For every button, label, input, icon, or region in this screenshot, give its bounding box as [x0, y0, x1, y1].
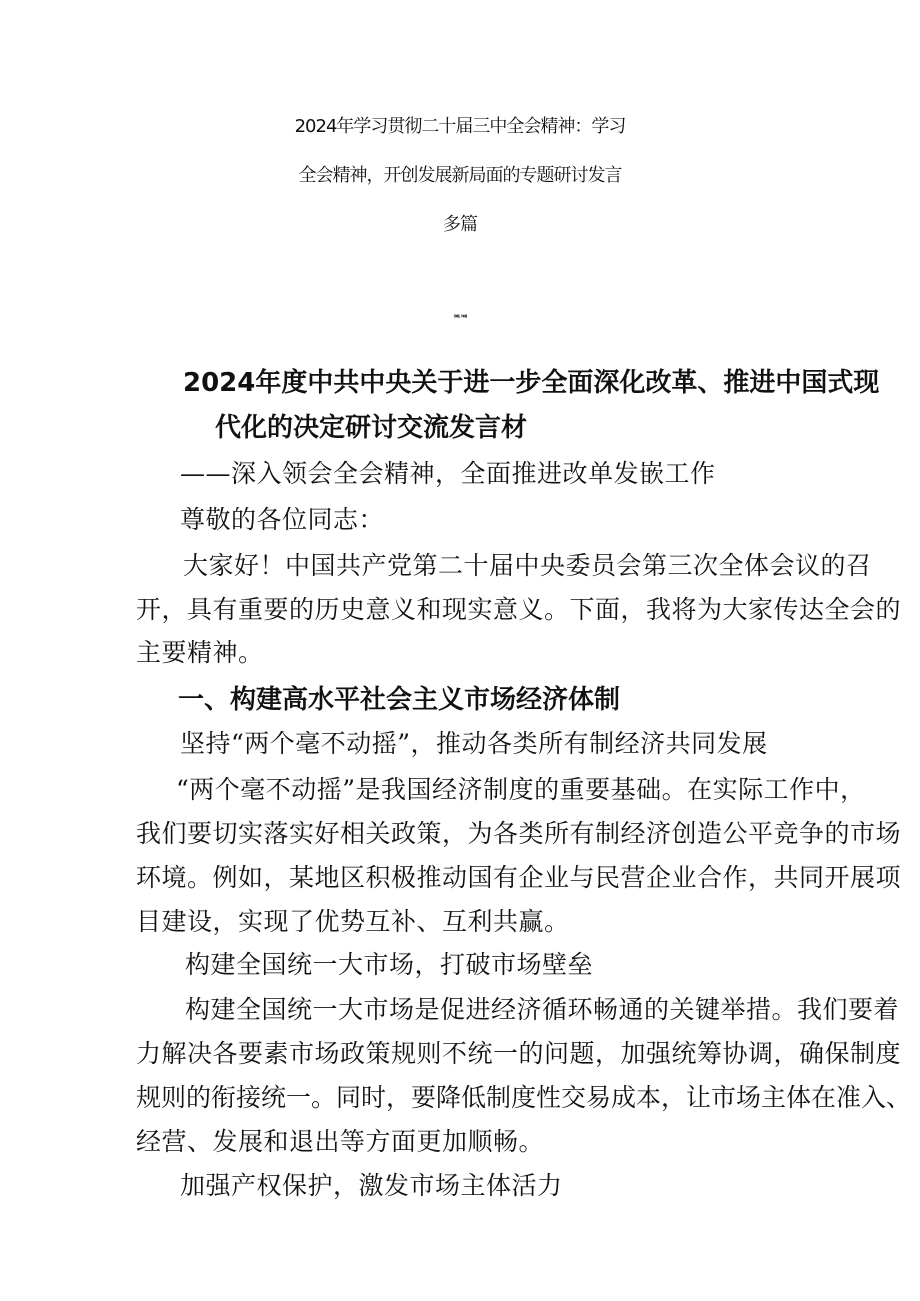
subsection-2-line-4: 经营、发展和退出等方面更加顺畅。	[136, 1127, 545, 1156]
subsection-2-line-3: 规则的衔接统一。同时，要降低制度性交易成本，让市场主体在准入、	[136, 1083, 912, 1112]
article-title-line-1: 2024年度中共中央关于进一步全面深化改革、推进中国式现	[183, 368, 880, 398]
subsection-1-line-1: “两个毫不动摇”是我国经济制度的重要基础。在实际工作中，	[176, 775, 866, 804]
subsection-2-line-1: 构建全国统一大市场是促进经济循环畅通的关键举措。我们要着	[185, 995, 900, 1024]
intro-line-3: 主要精神。	[136, 638, 264, 667]
subsection-2-heading: 构建全国统一大市场，打破市场壁垒	[185, 950, 594, 979]
subsection-3-heading: 加强产权保护，激发市场主体活力	[180, 1171, 563, 1200]
article-counter: 第1篇，其IO篇	[453, 314, 467, 318]
article-tagline: ——深入领会全会精神，全面推进改单发嵌工作	[180, 459, 716, 488]
document-title-line-3: 多篇	[443, 214, 477, 235]
subsection-1-line-2: 我们要切实落实好相关政策，为各类所有制经济创造公平竞争的市场	[136, 819, 902, 848]
document-title-line-2: 全会精神，开创发展新局面的专题研讨发言	[298, 165, 622, 186]
subsection-1-line-4: 目建设，实现了优势互补、互利共赢。	[136, 907, 570, 936]
section-1-heading: 一、构建高水平社会主义市场经济体制	[178, 685, 621, 715]
intro-line-2: 开，具有重要的历史意义和现实意义。下面，我将为大家传达全会的	[136, 595, 902, 624]
document-title-line-1: 2024年学习贯彻二十届三中全会精神：学习	[294, 116, 626, 137]
intro-line-1: 大家好！中国共产党第二十届中央委员会第三次全体会议的召	[183, 551, 872, 580]
salutation: 尊敬的各位同志：	[180, 505, 385, 534]
subsection-1-line-3: 环境。例如，某地区积极推动国有企业与民营企业合作，共同开展项	[136, 863, 902, 892]
subsection-1-heading: 坚持“两个毫不动摇”，推动各类所有制经济共同发展	[180, 729, 768, 758]
subsection-2-line-2: 力解决各要素市场政策规则不统一的问题，加强统筹协调，确保制度	[136, 1039, 902, 1068]
article-title-line-2: 代化的决定研讨交流发言材	[215, 413, 528, 443]
